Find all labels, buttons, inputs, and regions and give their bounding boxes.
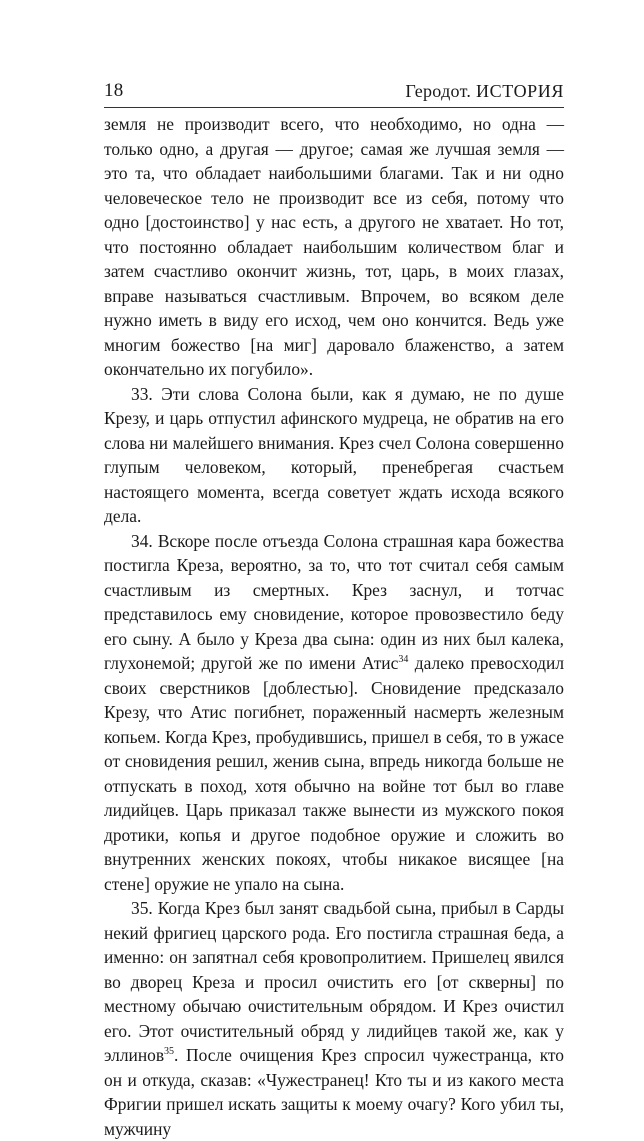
page-number: 18 xyxy=(104,80,124,101)
author-name: Геродот. xyxy=(405,81,472,101)
paragraph-text: Когда Крез был занят свадьбой сына, прибыл в Сарды некий фригиец царского рода. Его постигла страшная беда, а именно: он запятнал себя кровопролитием. Пришелец явился во дворец Креза и просил очистить его [от скверны] по местному обычаю очистительным обрядом. И Крез очистил его. Этот очистительный обряд у лидийцев такой же, как у эллинов xyxy=(104,898,565,1065)
body-text xyxy=(104,112,564,1141)
paragraph-text: Эти слова Солона были, как я думаю, не по душе Крезу, и царь отпустил афинского мудреца, не обратив на его слова ни малейшего внимания. Крез счел Солона совершенно глупым человеком, который, пренебрегая счастьем настоящего момента, всегда советует ждать исхода всякого дела. xyxy=(104,383,564,526)
paragraph-text: . После очищения Крез спросил чужестранца, кто он и откуда, сказав: «Чужестранец! Кто ты и из какого места Фригии пришел искать защиты к моему очагу? Кого убил ты, мужчину xyxy=(104,1045,564,1139)
paragraph-34 xyxy=(104,529,564,897)
footnote-marker[interactable]: 34 xyxy=(398,654,409,665)
paragraph-text: далеко превосходил своих сверстников [доблестью]. Сновидение предсказало Крезу, что Атис погибнет, пораженный насмерть железным копьем. Когда Крез, пробудившись, пришел в себя, то в ужасе от сновидения решил, женив сына, впредь никогда больше не отпускать в поход, хотя обычно на войне тот был во главе лидийцев. Царь приказал также вынести из мужского покоя дротики, копья и другое подобное оружие и сложить во внутренних женских покоях, чтобы никакое висящее [на стене] оружие не упало на сына. xyxy=(104,653,564,894)
paragraph-35 xyxy=(104,896,564,1141)
running-header xyxy=(104,70,564,102)
header-rule xyxy=(104,107,564,108)
running-title xyxy=(405,81,564,102)
footnote-marker[interactable]: 35 xyxy=(164,1046,175,1057)
book-title: ИСТОРИЯ xyxy=(476,81,564,101)
paragraph-text: земля не производит всего, что необходимо, но одна — только одно, а другая — другое; самая же лучшая земля — это та, что обладает наибольшими благами. Так и ни одно человеческое тело не производит все из себя, потому что одно [достоинство] у нас есть, а другого не хватает. Но тот, что постоянно обладает наибольшим количеством благ и затем счастливо окончит жизнь, тот, царь, в моих глазах, вправе называться счастливым. Впрочем, во всяком деле нужно иметь в виду его исход, чем оно кончится. Ведь уже многим божество [на миг] даровало блаженство, а затем окончательно их погубило». xyxy=(104,114,564,379)
section-number: 33. xyxy=(131,383,153,404)
paragraph-continuation xyxy=(104,112,564,382)
paragraph-33 xyxy=(104,382,564,529)
section-number: 35. xyxy=(131,898,153,918)
paragraph-text: Вскоре после отъезда Солона страшная кара божества постигла Креза, вероятно, за то, что тот считал себя самым счастливым из смертных. Крез заснул, и тотчас представилось ему сновидение, которое провозвестило беду его сыну. А было у Креза два сына: один из них был калека, глухонемой; другой же по имени Атис xyxy=(104,530,564,673)
section-number: 34. xyxy=(131,530,153,551)
